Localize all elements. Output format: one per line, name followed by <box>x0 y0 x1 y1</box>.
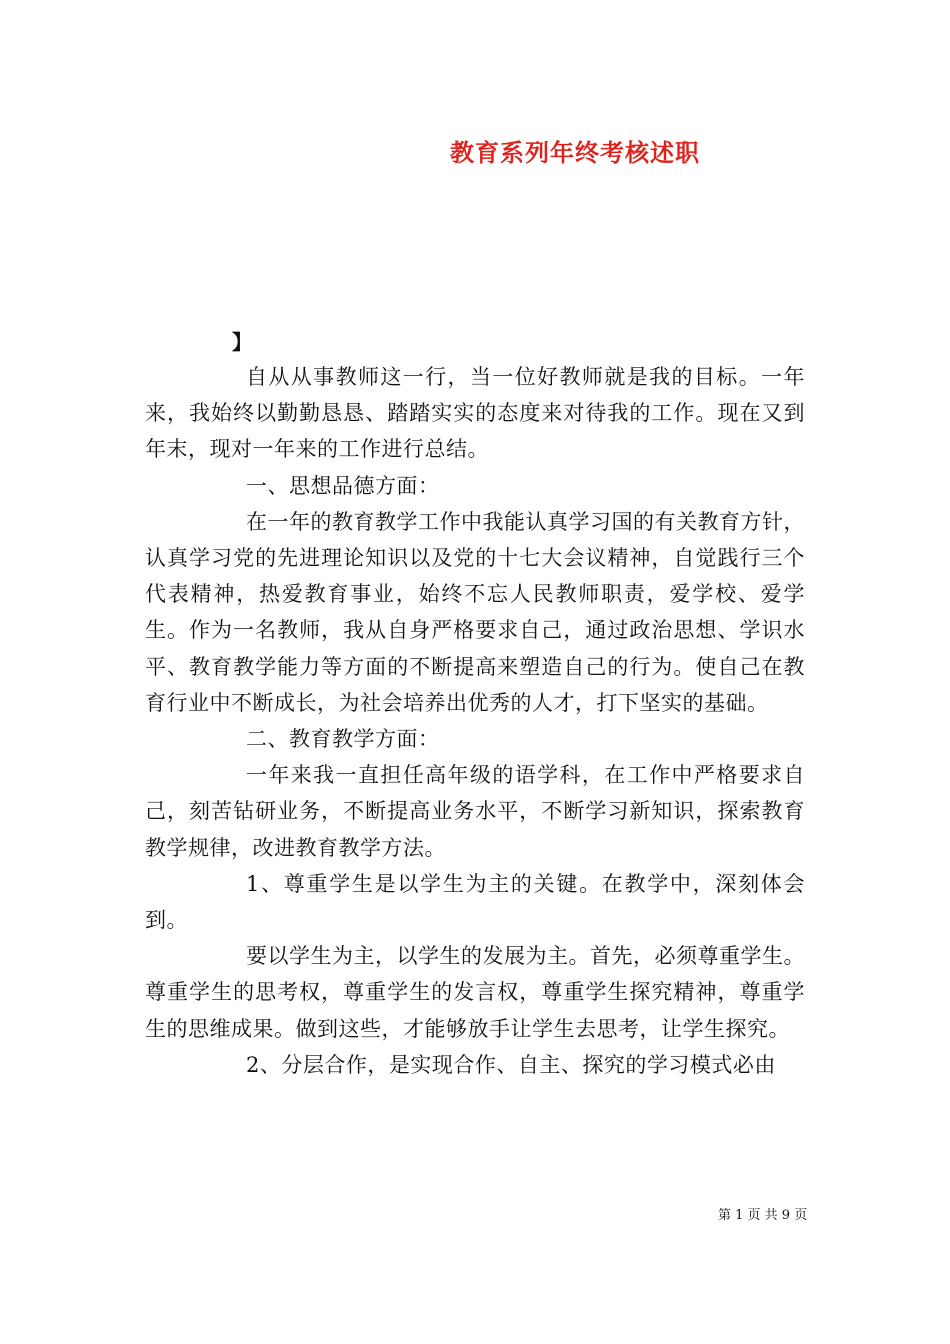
document-body <box>145 359 805 1083</box>
section-heading-ideology: 一、思想品德方面： <box>246 473 440 498</box>
paragraph-point-1: 1、尊重学生是以学生为主的关键。在教学中，深刻体会到。 <box>145 871 805 933</box>
paragraph-respect-students: 要以学生为主，以学生的发展为主。首先，必须尊重学生。尊重学生的思考权，尊重学生的发言权，尊重学生探究精神，尊重学生的思维成果。做到这些，才能够放手让学生去思考，让学生探究。 <box>145 944 805 1041</box>
page-number: 第 1 页 共 9 页 <box>718 1208 808 1223</box>
paragraph-ideology: 在一年的教育教学工作中我能认真学习国的有关教育方针，认真学习党的先进理论知识以及党的十七大会议精神，自觉践行三个代表精神，热爱教育事业，始终不忘人民教师职责，爱学校、爱学生。作为一名教师，我从自身严格要求自己，通过政治思想、学识水平、教育教学能力等方面的不断提高来塑造自己的行为。使自己在教育行业中不断成长，为社会培养出优秀的人才，打下坚实的基础。 <box>145 509 805 715</box>
paragraph-teaching: 一年来我一直担任高年级的语学科，在工作中严格要求自己，刻苦钻研业务，不断提高业务水平，不断学习新知识，探索教育教学规律，改进教育教学方法。 <box>145 763 805 860</box>
heading-bracket: 】 <box>232 330 252 354</box>
page-title: 教育系列年终考核述职 <box>450 138 700 167</box>
section-heading-teaching: 二、教育教学方面： <box>246 727 440 752</box>
paragraph-intro: 自从从事教师这一行，当一位好教师就是我的目标。一年来，我始终以勤勤恳恳、踏踏实实的态度来对待我的工作。现在又到年末，现对一年来的工作进行总结。 <box>145 365 805 462</box>
paragraph-point-2: 2、分层合作，是实现合作、自主、探究的学习模式必由 <box>246 1052 776 1077</box>
